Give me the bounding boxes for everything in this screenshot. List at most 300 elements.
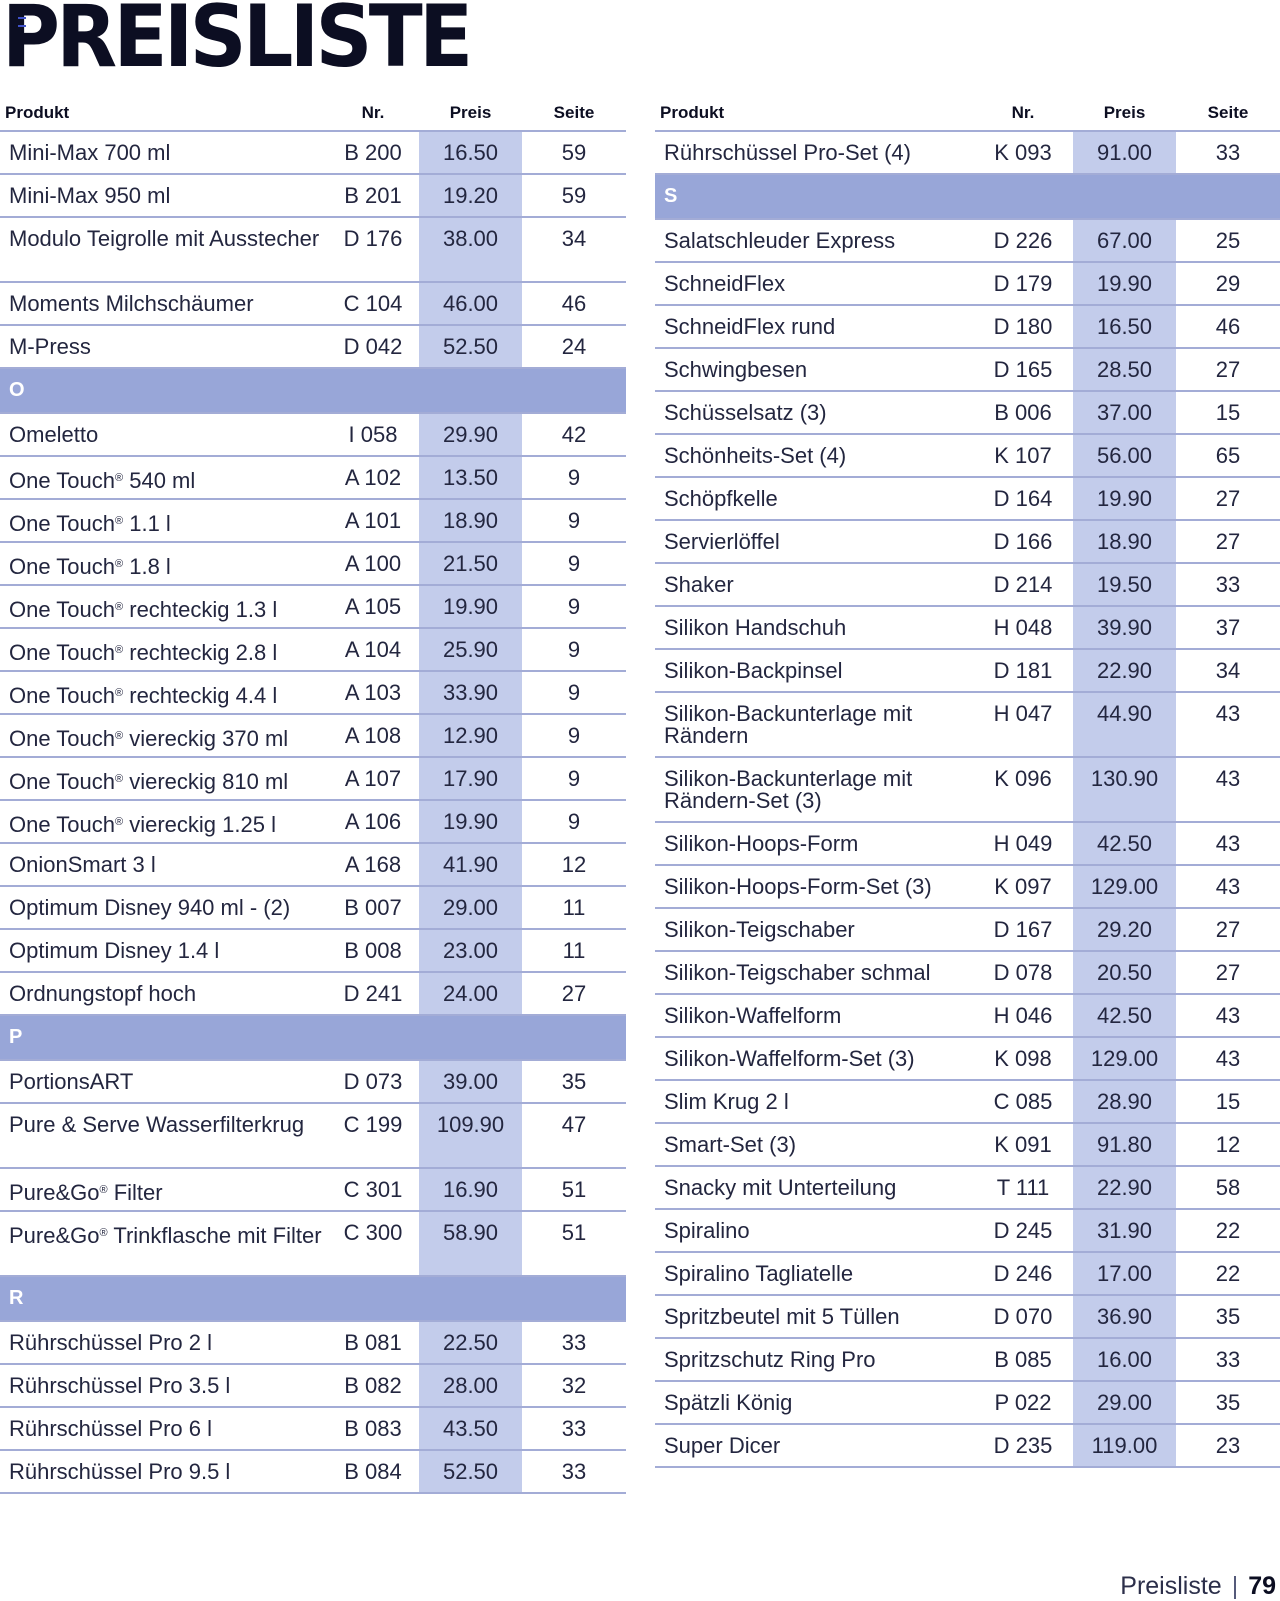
article-number: B 081 — [327, 1321, 419, 1364]
section-header-row — [655, 174, 1280, 219]
product-name: One Touch — [9, 683, 116, 708]
product-name: Spritzbeutel mit 5 Tüllen — [664, 1304, 900, 1329]
product-name-cell — [0, 628, 327, 671]
table-row — [0, 585, 626, 628]
table-row — [0, 499, 626, 542]
table-row — [0, 1364, 626, 1407]
catalog-page: 33 — [522, 1321, 626, 1364]
price-value: 43.50 — [419, 1407, 522, 1450]
product-name: Servierlöffel — [664, 529, 780, 554]
table-row — [655, 822, 1280, 865]
table-row — [655, 520, 1280, 563]
header-product: Produkt — [0, 96, 327, 131]
product-name-cell — [0, 1060, 327, 1103]
table-row — [0, 413, 626, 456]
catalog-page: 22 — [1176, 1252, 1280, 1295]
catalog-page: 34 — [1176, 649, 1280, 692]
catalog-page: 43 — [1176, 822, 1280, 865]
header-page: Seite — [522, 96, 626, 131]
price-value: 28.90 — [1073, 1080, 1176, 1123]
article-number: D 042 — [327, 325, 419, 368]
price-table-left — [0, 96, 626, 1494]
table-row — [655, 908, 1280, 951]
article-number: A 100 — [327, 542, 419, 585]
table-row — [655, 1209, 1280, 1252]
header-nr: Nr. — [327, 96, 419, 131]
catalog-page: 32 — [522, 1364, 626, 1407]
product-name-cell — [0, 542, 327, 585]
article-number: K 107 — [973, 434, 1073, 477]
catalog-page: 9 — [522, 628, 626, 671]
price-value: 29.90 — [419, 413, 522, 456]
registered-mark: ® — [115, 773, 124, 785]
catalog-page: 43 — [1176, 865, 1280, 908]
article-number: D 167 — [973, 908, 1073, 951]
table-row — [655, 692, 1280, 757]
price-value: 33.90 — [419, 671, 522, 714]
product-name: Schöpfkelle — [664, 486, 778, 511]
table-row — [0, 456, 626, 499]
product-name-cell — [0, 972, 327, 1015]
product-name-cell — [655, 1037, 973, 1080]
article-number: D 181 — [973, 649, 1073, 692]
table-row — [0, 1321, 626, 1364]
table-row — [655, 477, 1280, 520]
article-number: B 008 — [327, 929, 419, 972]
registered-mark: ® — [115, 515, 124, 527]
product-name-cell — [655, 908, 973, 951]
price-value: 109.90 — [419, 1103, 522, 1168]
product-name: M-Press — [9, 334, 91, 359]
price-value: 129.00 — [1073, 865, 1176, 908]
product-name: Shaker — [664, 572, 734, 597]
section-letter: R — [0, 1276, 626, 1321]
section-letter: O — [0, 368, 626, 413]
article-number: A 102 — [327, 456, 419, 499]
product-name: Mini-Max 950 ml — [9, 183, 171, 208]
product-name-cell — [655, 822, 973, 865]
product-name-cell — [0, 217, 327, 282]
catalog-page: 9 — [522, 714, 626, 757]
price-value: 130.90 — [1073, 757, 1176, 822]
catalog-page: 43 — [1176, 1037, 1280, 1080]
catalog-page: 12 — [1176, 1123, 1280, 1166]
price-list-right-column — [655, 96, 1280, 1468]
catalog-page: 33 — [1176, 563, 1280, 606]
article-number: K 096 — [973, 757, 1073, 822]
product-name-cell — [0, 757, 327, 800]
catalog-page: 37 — [1176, 606, 1280, 649]
product-name: Omeletto — [9, 422, 99, 447]
price-value: 39.90 — [1073, 606, 1176, 649]
catalog-page: 12 — [522, 843, 626, 886]
catalog-page: 59 — [522, 131, 626, 174]
article-number: A 108 — [327, 714, 419, 757]
article-number: A 105 — [327, 585, 419, 628]
catalog-page: 27 — [1176, 908, 1280, 951]
product-name-cell — [655, 1295, 973, 1338]
catalog-page: 46 — [1176, 305, 1280, 348]
product-name-cell — [0, 671, 327, 714]
product-name-cell — [0, 413, 327, 456]
product-name: Moments Milchschäumer — [9, 291, 254, 316]
price-value: 42.50 — [1073, 822, 1176, 865]
table-header-row — [0, 96, 626, 131]
registered-mark: ® — [99, 1227, 108, 1239]
article-number: D 176 — [327, 217, 419, 282]
price-value: 37.00 — [1073, 391, 1176, 434]
article-number: C 104 — [327, 282, 419, 325]
menu-icon — [18, 17, 26, 27]
product-name-cell — [0, 800, 327, 843]
price-value: 52.50 — [419, 1450, 522, 1493]
product-name: One Touch — [9, 511, 116, 536]
registered-mark: ® — [99, 1184, 108, 1196]
product-name-cell — [0, 843, 327, 886]
catalog-page: 11 — [522, 886, 626, 929]
registered-mark: ® — [115, 730, 124, 742]
price-value: 23.00 — [419, 929, 522, 972]
product-name-cell — [0, 1103, 327, 1168]
product-name: Silikon Handschuh — [664, 615, 847, 640]
section-letter: P — [0, 1015, 626, 1060]
catalog-page: 9 — [522, 456, 626, 499]
price-value: 56.00 — [1073, 434, 1176, 477]
product-name: SchneidFlex — [664, 271, 786, 296]
page-number: 79 — [1248, 1572, 1276, 1600]
product-name-cell — [0, 325, 327, 368]
article-number: T 111 — [973, 1166, 1073, 1209]
catalog-page: 58 — [1176, 1166, 1280, 1209]
table-row — [655, 348, 1280, 391]
table-row — [655, 1080, 1280, 1123]
article-number: D 179 — [973, 262, 1073, 305]
table-row — [655, 1123, 1280, 1166]
table-row — [0, 1450, 626, 1493]
product-name: Spätzli König — [664, 1390, 793, 1415]
table-row — [0, 929, 626, 972]
catalog-page: 65 — [1176, 434, 1280, 477]
product-name: Rührschüssel Pro-Set (4) — [664, 140, 911, 165]
catalog-page: 43 — [1176, 692, 1280, 757]
price-value: 16.50 — [1073, 305, 1176, 348]
product-name: Rührschüssel Pro 6 l — [9, 1416, 212, 1441]
article-number: D 070 — [973, 1295, 1073, 1338]
product-name: Rührschüssel Pro 2 l — [9, 1330, 212, 1355]
price-value: 39.00 — [419, 1060, 522, 1103]
product-name-cell — [655, 1252, 973, 1295]
table-row — [0, 628, 626, 671]
article-number: H 048 — [973, 606, 1073, 649]
catalog-page: 24 — [522, 325, 626, 368]
price-value: 91.00 — [1073, 131, 1176, 174]
product-name: One Touch — [9, 640, 116, 665]
product-name-cell — [655, 757, 973, 822]
product-name: Silikon-Waffelform — [664, 1003, 842, 1028]
catalog-page: 27 — [1176, 520, 1280, 563]
price-value: 19.90 — [419, 585, 522, 628]
product-name-suffix: viereckig 810 ml — [123, 769, 289, 794]
product-name: One Touch — [9, 769, 116, 794]
table-row — [0, 1407, 626, 1450]
product-name: Silikon-Waffelform-Set (3) — [664, 1046, 915, 1071]
footer-separator: | — [1231, 1572, 1239, 1600]
product-name: Smart-Set (3) — [664, 1132, 797, 1157]
table-row — [0, 800, 626, 843]
price-value: 29.20 — [1073, 908, 1176, 951]
price-value: 18.90 — [1073, 520, 1176, 563]
price-value: 29.00 — [1073, 1381, 1176, 1424]
product-name-cell — [0, 714, 327, 757]
product-name-cell — [655, 1209, 973, 1252]
product-name: Rührschüssel Pro 3.5 l — [9, 1373, 231, 1398]
product-name: Snacky mit Unterteilung — [664, 1175, 897, 1200]
product-name-suffix: Trinkflasche mit Filter — [107, 1223, 322, 1248]
price-value: 16.90 — [419, 1168, 522, 1211]
table-row — [0, 671, 626, 714]
product-name: PortionsART — [9, 1069, 134, 1094]
article-number: P 022 — [973, 1381, 1073, 1424]
product-name: Schüsselsatz (3) — [664, 400, 827, 425]
table-row — [0, 217, 626, 282]
product-name: Ordnungstopf hoch — [9, 981, 197, 1006]
product-name-cell — [0, 929, 327, 972]
price-value: 22.50 — [419, 1321, 522, 1364]
table-row — [655, 649, 1280, 692]
price-value: 46.00 — [419, 282, 522, 325]
registered-mark: ® — [115, 472, 124, 484]
product-name-cell — [655, 520, 973, 563]
catalog-page: 35 — [1176, 1295, 1280, 1338]
price-value: 22.90 — [1073, 649, 1176, 692]
table-row — [655, 606, 1280, 649]
catalog-page: 22 — [1176, 1209, 1280, 1252]
product-name-suffix: Filter — [107, 1180, 163, 1205]
product-name: Spiralino — [664, 1218, 750, 1243]
catalog-page: 33 — [522, 1450, 626, 1493]
registered-mark: ® — [115, 687, 124, 699]
product-name-suffix: rechteckig 4.4 l — [123, 683, 278, 708]
table-row — [0, 972, 626, 1015]
table-row — [655, 1424, 1280, 1467]
catalog-page: 29 — [1176, 262, 1280, 305]
table-row — [655, 1381, 1280, 1424]
product-name: Optimum Disney 1.4 l — [9, 938, 220, 963]
catalog-page: 51 — [522, 1211, 626, 1276]
table-row — [655, 219, 1280, 262]
product-name-cell — [655, 262, 973, 305]
catalog-page: 9 — [522, 757, 626, 800]
product-name-cell — [655, 1166, 973, 1209]
catalog-page: 35 — [1176, 1381, 1280, 1424]
product-name-cell — [0, 1364, 327, 1407]
price-value: 28.00 — [419, 1364, 522, 1407]
product-name: Rührschüssel Pro 9.5 l — [9, 1459, 231, 1484]
article-number: H 047 — [973, 692, 1073, 757]
article-number: A 103 — [327, 671, 419, 714]
section-letter: S — [655, 174, 1280, 219]
product-name-cell — [0, 1407, 327, 1450]
article-number: H 046 — [973, 994, 1073, 1037]
article-number: C 301 — [327, 1168, 419, 1211]
product-name-cell — [655, 1424, 973, 1467]
registered-mark: ® — [115, 816, 124, 828]
product-name-cell — [655, 1123, 973, 1166]
table-row — [0, 1168, 626, 1211]
catalog-page: 43 — [1176, 994, 1280, 1037]
price-value: 67.00 — [1073, 219, 1176, 262]
article-number: B 201 — [327, 174, 419, 217]
article-number: C 199 — [327, 1103, 419, 1168]
price-table-right — [655, 96, 1280, 1468]
product-name-suffix: 540 ml — [123, 468, 196, 493]
catalog-page: 15 — [1176, 1080, 1280, 1123]
article-number: K 097 — [973, 865, 1073, 908]
table-row — [0, 131, 626, 174]
article-number: K 093 — [973, 131, 1073, 174]
table-row — [0, 843, 626, 886]
article-number: D 245 — [973, 1209, 1073, 1252]
price-value: 91.80 — [1073, 1123, 1176, 1166]
price-value: 28.50 — [1073, 348, 1176, 391]
product-name: Optimum Disney 940 ml - (2) — [9, 895, 291, 920]
price-list-left-column — [0, 96, 626, 1494]
product-name: Slim Krug 2 l — [664, 1089, 789, 1114]
table-row — [0, 282, 626, 325]
product-name: Mini-Max 700 ml — [9, 140, 171, 165]
product-name-suffix: viereckig 1.25 l — [123, 812, 276, 837]
article-number: D 235 — [973, 1424, 1073, 1467]
article-number: B 082 — [327, 1364, 419, 1407]
article-number: A 107 — [327, 757, 419, 800]
price-value: 19.50 — [1073, 563, 1176, 606]
product-name: Silikon-Hoops-Form-Set (3) — [664, 874, 932, 899]
registered-mark: ® — [115, 601, 124, 613]
price-value: 19.90 — [1073, 477, 1176, 520]
catalog-page: 9 — [522, 542, 626, 585]
article-number: D 073 — [327, 1060, 419, 1103]
product-name: Pure&Go — [9, 1180, 100, 1205]
section-header-row — [0, 1015, 626, 1060]
article-number: C 085 — [973, 1080, 1073, 1123]
product-name-cell — [655, 1080, 973, 1123]
price-value: 19.90 — [419, 800, 522, 843]
catalog-page: 33 — [1176, 131, 1280, 174]
table-row — [0, 542, 626, 585]
product-name-cell — [655, 649, 973, 692]
footer-label: Preisliste — [1120, 1572, 1222, 1600]
header-price: Preis — [419, 96, 522, 131]
table-row — [655, 1252, 1280, 1295]
product-name: Modulo Teigrolle mit Ausstecher — [9, 226, 320, 251]
catalog-page: 15 — [1176, 391, 1280, 434]
product-name: Silikon-Backunterlage mit Rändern-Set (3) — [664, 766, 913, 813]
article-number: D 166 — [973, 520, 1073, 563]
table-row — [655, 1295, 1280, 1338]
article-number: K 098 — [973, 1037, 1073, 1080]
product-name: SchneidFlex rund — [664, 314, 836, 339]
product-name-cell — [0, 174, 327, 217]
price-value: 24.00 — [419, 972, 522, 1015]
product-name-cell — [0, 499, 327, 542]
product-name: One Touch — [9, 597, 116, 622]
product-name-cell — [0, 1211, 327, 1276]
table-header-row — [655, 96, 1280, 131]
article-number: D 164 — [973, 477, 1073, 520]
table-row — [0, 325, 626, 368]
catalog-page: 9 — [522, 671, 626, 714]
table-row — [655, 1338, 1280, 1381]
table-row — [0, 174, 626, 217]
price-value: 36.90 — [1073, 1295, 1176, 1338]
price-value: 18.90 — [419, 499, 522, 542]
product-name-cell — [655, 994, 973, 1037]
price-value: 21.50 — [419, 542, 522, 585]
product-name-cell — [655, 606, 973, 649]
table-row — [0, 714, 626, 757]
article-number: A 104 — [327, 628, 419, 671]
price-value: 129.00 — [1073, 1037, 1176, 1080]
price-value: 19.90 — [1073, 262, 1176, 305]
catalog-page: 11 — [522, 929, 626, 972]
catalog-page: 51 — [522, 1168, 626, 1211]
catalog-page: 27 — [1176, 477, 1280, 520]
product-name-cell — [0, 1450, 327, 1493]
table-row — [0, 1060, 626, 1103]
table-row — [655, 434, 1280, 477]
catalog-page: 35 — [522, 1060, 626, 1103]
product-name: One Touch — [9, 468, 116, 493]
catalog-page: 27 — [522, 972, 626, 1015]
price-value: 13.50 — [419, 456, 522, 499]
header-nr: Nr. — [973, 96, 1073, 131]
catalog-page: 47 — [522, 1103, 626, 1168]
price-value: 44.90 — [1073, 692, 1176, 757]
price-value: 25.90 — [419, 628, 522, 671]
product-name: Silikon-Teigschaber — [664, 917, 855, 942]
price-value: 17.90 — [419, 757, 522, 800]
catalog-page: 9 — [522, 499, 626, 542]
price-value: 58.90 — [419, 1211, 522, 1276]
article-number: K 091 — [973, 1123, 1073, 1166]
catalog-page: 27 — [1176, 348, 1280, 391]
table-row — [655, 391, 1280, 434]
table-row — [655, 1037, 1280, 1080]
product-name-cell — [0, 131, 327, 174]
product-name: Pure & Serve Wasserfilterkrug — [9, 1112, 305, 1137]
table-row — [655, 951, 1280, 994]
table-row — [655, 1166, 1280, 1209]
article-number: B 200 — [327, 131, 419, 174]
catalog-page: 34 — [522, 217, 626, 282]
product-name: Salatschleuder Express — [664, 228, 896, 253]
section-header-row — [0, 368, 626, 413]
header-page: Seite — [1176, 96, 1280, 131]
catalog-page: 9 — [522, 800, 626, 843]
product-name-suffix: rechteckig 1.3 l — [123, 597, 278, 622]
table-row — [655, 757, 1280, 822]
page-footer — [1120, 1572, 1276, 1601]
product-name-cell — [655, 434, 973, 477]
price-value: 16.00 — [1073, 1338, 1176, 1381]
price-value: 119.00 — [1073, 1424, 1176, 1467]
product-name-cell — [655, 348, 973, 391]
table-row — [655, 305, 1280, 348]
product-name: Pure&Go — [9, 1223, 100, 1248]
table-row — [0, 1103, 626, 1168]
product-name: One Touch — [9, 554, 116, 579]
product-name: Silikon-Hoops-Form — [664, 831, 859, 856]
